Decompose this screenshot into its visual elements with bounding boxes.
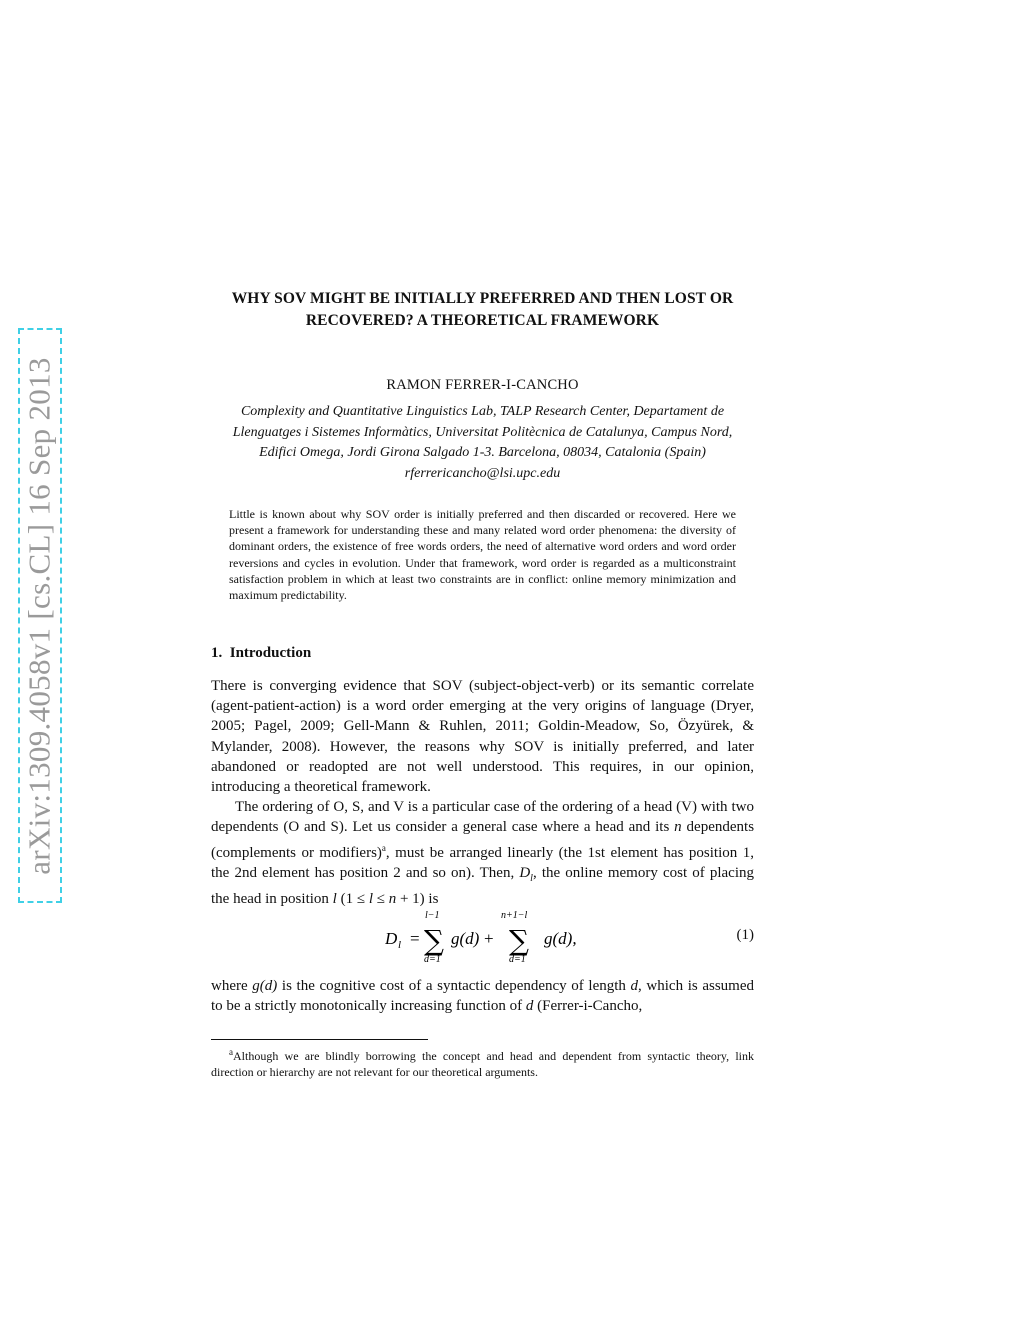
footnote-mark: a <box>229 1047 233 1057</box>
arxiv-stamp <box>18 328 62 903</box>
var-n-2: n <box>388 891 397 908</box>
p3-text-3: , which is assumed to be a strictly monotonically increasing function of <box>211 978 754 1015</box>
p2-text-2: dependents (complements or modifiers) <box>211 819 755 861</box>
footnote-divider <box>211 1039 428 1040</box>
eq-lhs-sub: l <box>398 939 402 951</box>
section-title: Introduction <box>229 645 312 661</box>
p2-text-1: The ordering of O, S, and V is a particular case of the ordering of a head (V) with two dependents (O and S). Let us consider a general case where a head and its <box>211 799 754 836</box>
equation-1 <box>211 908 754 970</box>
p3-var-d: d <box>630 978 639 994</box>
footnote-ref[interactable]: a <box>381 842 386 853</box>
paragraph-2 <box>211 797 754 909</box>
author-email[interactable]: rferrericancho@lsi.upc.edu <box>404 465 561 481</box>
p2-text-5: (1 ≤ <box>340 891 366 908</box>
section-number: 1. <box>211 645 223 661</box>
footnote <box>211 1044 754 1080</box>
title-line-1: WHY SOV MIGHT BE INITIALLY PREFERRED AND THEN LOST OR <box>231 290 734 307</box>
var-n: n <box>674 819 682 836</box>
var-D-l: $D_l$ <box>519 864 533 884</box>
paragraph-3 <box>211 976 754 1016</box>
introduction-body <box>211 676 754 909</box>
affiliation-line-2: Llenguatges i Sistemes Informàtics, Universitat Politècnica de Catalunya, Campus Nord, <box>232 424 733 440</box>
p2-text-6: ≤ <box>376 891 385 908</box>
eq-sum1-lower: d=1 <box>424 954 441 965</box>
eq-sum2-lower: d=1 <box>509 954 526 965</box>
paragraph-1: There is converging evidence that SOV (subject-object-verb) or its semantic correlate (agent-patient-action) is a word order emerging at the very origins of language (Dryer, 2005; Pagel, 2009; Gell-Mann & Ruhlen, 2011; Goldin-Meadow, So, Özyürek, & Mylander, 2008). However, the reasons why SOV is initially preferred, and later abandoned or readopted are not well understood. This requires, in our opinion, introducing a theoretical framework. <box>211 678 754 796</box>
affiliation-line-1: Complexity and Quantitative Linguistics Lab, TALP Research Center, Departament de <box>240 404 725 419</box>
eq-sum1-upper: l−1 <box>425 910 440 921</box>
section-heading <box>211 645 311 662</box>
var-l-2: l <box>368 891 373 908</box>
footnote-text: Although we are blindly borrowing the concept and head and dependent from syntactic theory, link direction or hierarchy are not relevant for our theoretical arguments. <box>211 1049 754 1080</box>
var-l: l <box>332 891 337 908</box>
eq-plus: + <box>484 929 494 948</box>
equation-formula <box>385 908 615 970</box>
title-line-2: RECOVERED? A THEORETICAL FRAMEWORK <box>305 312 660 329</box>
equation-number: (1) <box>736 927 754 943</box>
eq-sigma-2: ∑ <box>509 924 529 957</box>
p2-text-7: + 1) is <box>399 891 439 908</box>
eq-sigma-1: ∑ <box>424 924 444 957</box>
eq-equals: = <box>410 929 420 948</box>
arxiv-id: arXiv:1309.4058v1 [cs.CL] 16 Sep 2013 <box>22 356 58 875</box>
eq-term-2: g(d), <box>544 929 577 948</box>
p3-text-1: where <box>211 978 248 994</box>
eq-lhs-var: D <box>385 929 398 948</box>
p2-text-4: , the online memory cost of placing the head in position <box>211 864 754 908</box>
eq-term-1: g(d) <box>451 929 480 948</box>
author-name: RAMON FERRER-I-CANCHO <box>386 377 579 393</box>
p3-g-d: g(d) <box>252 978 278 994</box>
affiliation-line-3: Edifici Omega, Jordi Girona Salgado 1-3. Barcelona, 08034, Catalonia (Spain) <box>259 445 706 460</box>
affiliation <box>211 402 754 484</box>
p3-var-d-2: d <box>525 998 534 1015</box>
paper-title <box>211 288 754 332</box>
p2-text-3: , must be arranged linearly (the 1st element has position 1, the 2nd element has position 2 and so on). Then, <box>211 844 754 881</box>
eq-sum2-upper: n+1−l <box>501 910 528 921</box>
p3-text-2: is the cognitive cost of a syntactic dependency of length <box>281 978 626 994</box>
p3-text-4: (Ferrer-i-Cancho, <box>537 998 643 1015</box>
abstract: Little is known about why SOV order is initially preferred and then discarded or recovered. Here we present a framework for understanding these and many related word order phenomena: the diversity of dominant orders, the existence of free words orders, the need of alternative word orders and word order reversions and cycles in evolution. Under that framework, word order is regarded as a multiconstraint satisfaction problem in which at least two constraints are in conflict: online memory minimization and maximum predictability. <box>229 507 736 603</box>
